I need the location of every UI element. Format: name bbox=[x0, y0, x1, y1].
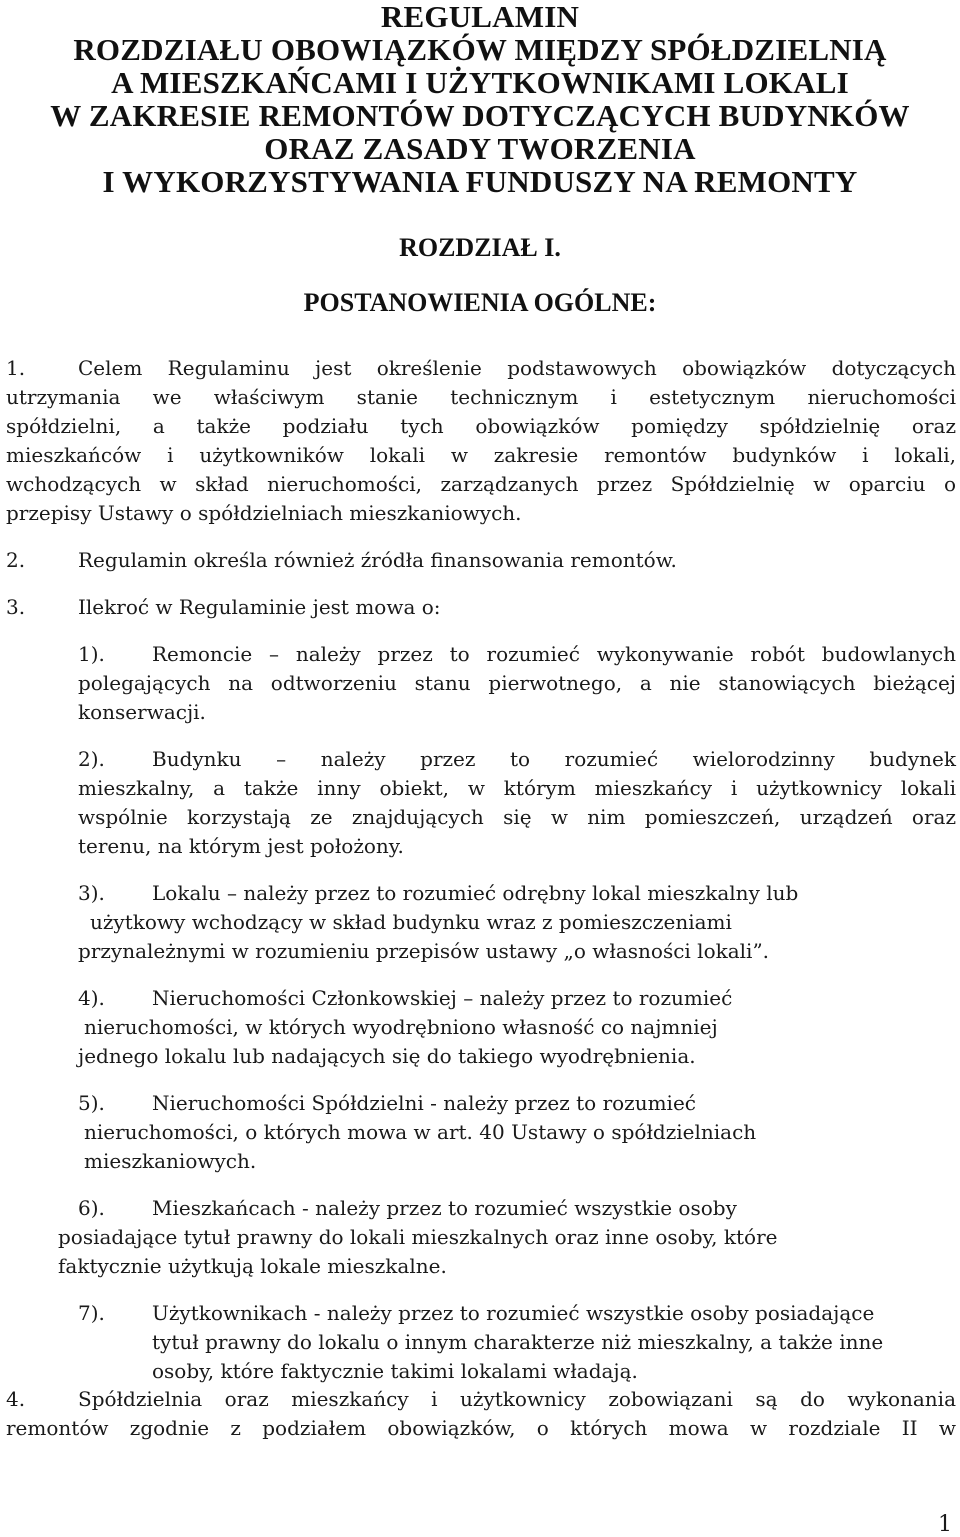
doc-title-line-3: A MIESZKAŃCAMI I UŻYTKOWNIKAMI LOKALI bbox=[111, 65, 849, 100]
def-5-number: 5). bbox=[78, 1091, 105, 1115]
def-5-line-3: mieszkaniowych. bbox=[84, 1149, 257, 1173]
para-1-line-3: spółdzielni, a także podziału tych obowiązków pomiędzy spółdzielnię oraz bbox=[6, 414, 956, 438]
doc-title-line-1: REGULAMIN bbox=[380, 0, 580, 34]
def-7-line-1: Użytkownikach - należy przez to rozumieć wszystkie osoby posiadające bbox=[152, 1301, 875, 1325]
doc-title-line-4: W ZAKRESIE REMONTÓW DOTYCZĄCYCH BUDYNKÓW bbox=[50, 98, 910, 133]
para-3-text: Ilekroć w Regulaminie jest mowa o: bbox=[78, 595, 441, 619]
doc-title-line-5: ORAZ ZASADY TWORZENIA bbox=[264, 131, 696, 166]
def-6-number: 6). bbox=[78, 1196, 105, 1220]
def-5-line-2: nieruchomości, o których mowa w art. 40 Ustawy o spółdzielniach bbox=[84, 1120, 757, 1144]
def-3-line-1: Lokalu – należy przez to rozumieć odrębny lokal mieszkalny lub bbox=[152, 881, 799, 905]
def-2-line-1: Budynku – należy przez to rozumieć wielorodzinny budynek bbox=[152, 747, 956, 771]
def-4-line-1: Nieruchomości Członkowskiej – należy przez to rozumieć bbox=[152, 986, 733, 1010]
def-2-line-3: wspólnie korzystają ze znajdujących się w nim pomieszczeń, urządzeń oraz bbox=[78, 805, 956, 829]
para-2-number: 2. bbox=[6, 548, 26, 572]
para-1-line-6: przepisy Ustawy o spółdzielniach mieszkaniowych. bbox=[6, 501, 522, 525]
para-3-number: 3. bbox=[6, 595, 26, 619]
para-4-line-1: Spółdzielnia oraz mieszkańcy i użytkownicy zobowiązani są do wykonania bbox=[78, 1387, 956, 1411]
def-7-line-2: tytuł prawny do lokalu o innym charakterze niż mieszkalny, a także inne bbox=[152, 1330, 884, 1354]
def-7-line-3: osoby, które faktycznie takimi lokalami władają. bbox=[152, 1359, 638, 1383]
def-1-line-1: Remoncie – należy przez to rozumieć wykonywanie robót budowlanych bbox=[152, 642, 956, 666]
def-2-line-4: terenu, na którym jest położony. bbox=[78, 834, 404, 858]
chapter-name: POSTANOWIENIA OGÓLNE: bbox=[303, 288, 657, 317]
def-1-line-3: konserwacji. bbox=[78, 700, 206, 724]
para-2-text: Regulamin określa również źródła finansowania remontów. bbox=[78, 548, 677, 572]
def-6-line-3: faktycznie użytkują lokale mieszkalne. bbox=[58, 1254, 447, 1278]
para-1-line-2: utrzymania we właściwym stanie technicznym i estetycznym nieruchomości bbox=[6, 385, 956, 409]
def-1-line-2: polegających na odtworzeniu stanu pierwotnego, a nie stanowiących bieżącej bbox=[78, 671, 956, 695]
para-4-number: 4. bbox=[6, 1387, 26, 1411]
para-1-line-4: mieszkańców i użytkowników lokali w zakresie remontów budynków i lokali, bbox=[6, 443, 956, 467]
def-1-number: 1). bbox=[78, 642, 105, 666]
def-5-line-1: Nieruchomości Spółdzielni - należy przez to rozumieć bbox=[152, 1091, 696, 1115]
def-2-line-2: mieszkalny, a także inny obiekt, w którym mieszkańcy i użytkownicy lokali bbox=[78, 776, 956, 800]
doc-title-line-2: ROZDZIAŁU OBOWIĄZKÓW MIĘDZY SPÓŁDZIELNIĄ bbox=[73, 32, 887, 67]
page-number: 1 bbox=[938, 1512, 952, 1537]
def-4-line-2: nieruchomości, w których wyodrębniono własność co najmniej bbox=[84, 1015, 718, 1039]
def-2-number: 2). bbox=[78, 747, 105, 771]
def-3-line-2: użytkowy wchodzący w skład budynku wraz z pomieszczeniami bbox=[90, 910, 732, 934]
doc-title-line-6: I WYKORZYSTYWANIA FUNDUSZY NA REMONTY bbox=[102, 164, 858, 199]
def-4-line-3: jednego lokalu lub nadających się do takiego wyodrębnienia. bbox=[78, 1044, 696, 1068]
chapter-number: ROZDZIAŁ I. bbox=[399, 233, 561, 262]
para-1-line-1: Celem Regulaminu jest określenie podstawowych obowiązków dotyczących bbox=[78, 356, 956, 380]
para-1-number: 1. bbox=[6, 356, 26, 380]
def-3-line-3: przynależnymi w rozumieniu przepisów ustawy „o własności lokali”. bbox=[78, 939, 770, 963]
def-4-number: 4). bbox=[78, 986, 105, 1010]
def-6-line-2: posiadające tytuł prawny do lokali mieszkalnych oraz inne osoby, które bbox=[58, 1225, 778, 1249]
def-6-line-1: Mieszkańcach - należy przez to rozumieć wszystkie osoby bbox=[152, 1196, 737, 1220]
para-4-line-2: remontów zgodnie z podziałem obowiązków, o których mowa w rozdziale II w bbox=[6, 1416, 956, 1440]
def-3-number: 3). bbox=[78, 881, 105, 905]
def-7-number: 7). bbox=[78, 1301, 105, 1325]
para-1-line-5: wchodzących w skład nieruchomości, zarządzanych przez Spółdzielnię w oparciu o bbox=[6, 472, 956, 496]
